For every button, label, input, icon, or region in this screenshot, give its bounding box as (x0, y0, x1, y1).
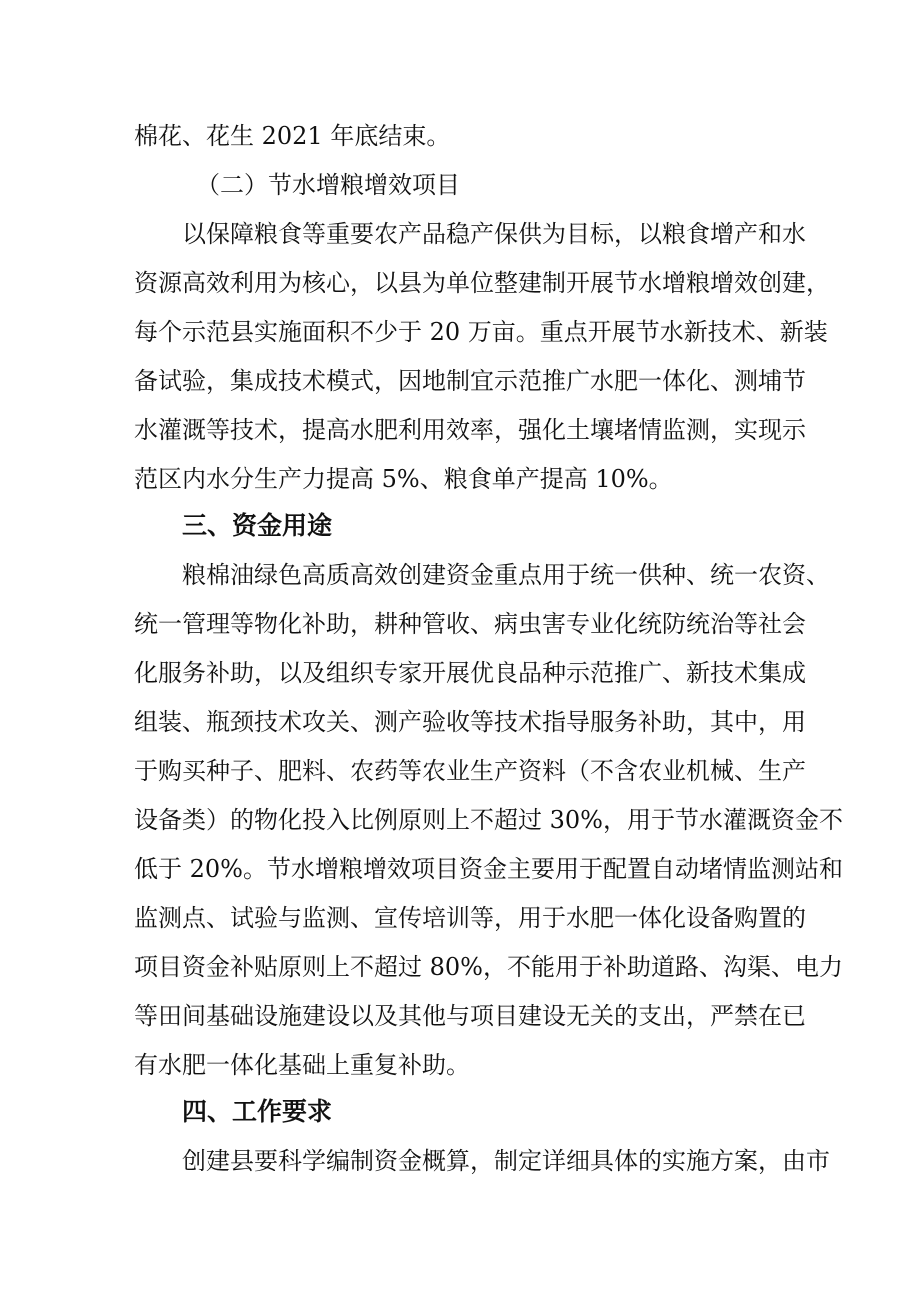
paragraph-line: 统一管理等物化补助，耕种管收、病虫害专业化统防统治等社会 (134, 610, 806, 638)
paragraph-line: 水灌溉等技术，提高水肥利用效率，强化土壤堵情监测，实现示 (134, 416, 806, 444)
paragraph-line: 等田间基础设施建设以及其他与项目建设无关的支出，严禁在已 (134, 1002, 806, 1030)
paragraph-line: 低于 20%。节水增粮增效项目资金主要用于配置自动堵情监测站和 (134, 855, 843, 883)
paragraph-line: 项目资金补贴原则上不超过 80%，不能用于补助道路、沟渠、电力 (134, 953, 843, 981)
heading-fund-usage: 三、资金用途 (182, 511, 333, 540)
paragraph-line: 每个示范县实施面积不少于 20 万亩。重点开展节水新技术、新装 (134, 318, 828, 346)
paragraph-line: 棉花、花生 2021 年底结束。 (134, 122, 451, 150)
paragraph-line: 监测点、试验与监测、宣传培训等，用于水肥一体化设备购置的 (134, 904, 806, 932)
paragraph-line: 有水肥一体化基础上重复补助。 (134, 1051, 470, 1079)
paragraph-line: 化服务补助，以及组织专家开展优良品种示范推广、新技术集成 (134, 659, 806, 687)
heading-work-requirements: 四、工作要求 (182, 1097, 333, 1126)
paragraph-line: 以保障粮食等重要农产品稳产保供为目标，以粮食增产和水 (182, 220, 806, 248)
paragraph-line: 备试验，集成技术模式，因地制宜示范推广水肥一体化、测埔节 (134, 367, 806, 395)
paragraph-line: 资源高效利用为核心，以县为单位整建制开展节水增粮增效创建， (134, 269, 830, 297)
paragraph-line: 范区内水分生产力提高 5%、粮食单产提高 10%。 (134, 465, 673, 493)
paragraph-line: 设备类）的物化投入比例原则上不超过 30%，用于节水灌溉资金不 (134, 806, 843, 834)
subheading-water-saving-project: （二）节水增粮增效项目 (196, 171, 460, 199)
paragraph-line: 组装、瓶颈技术攻关、测产验收等技术指导服务补助，其中，用 (134, 708, 806, 736)
paragraph-line: 于购买种子、肥料、农药等农业生产资料（不含农业机械、生产 (134, 757, 806, 785)
paragraph-line: 粮棉油绿色高质高效创建资金重点用于统一供种、统一农资、 (182, 561, 830, 589)
paragraph-line: 创建县要科学编制资金概算，制定详细具体的实施方案，由市 (182, 1147, 830, 1175)
